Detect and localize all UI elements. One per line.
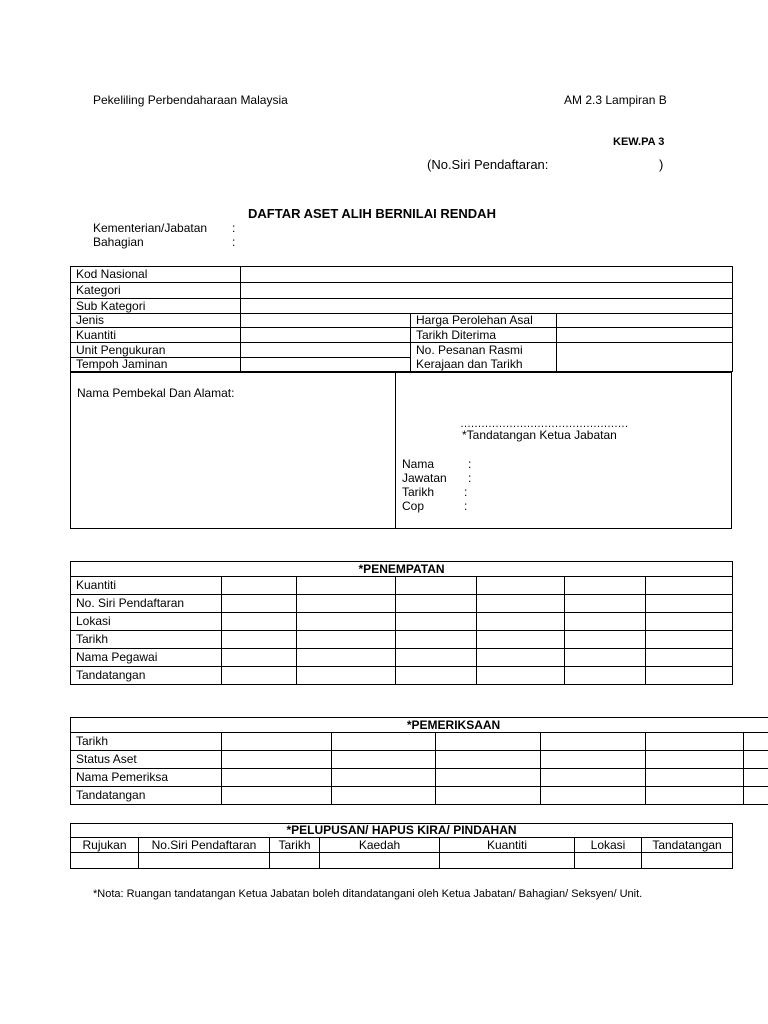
cell[interactable] (565, 631, 646, 649)
col-lokasi: Lokasi (575, 838, 642, 853)
unit-pengukuran-label: Unit Pengukuran (71, 343, 241, 358)
penempatan-title: *PENEMPATAN (71, 562, 733, 577)
pelupusan-title: *PELUPUSAN/ HAPUS KIRA/ PINDAHAN (71, 824, 733, 838)
jawatan-label: Jawatan (402, 471, 447, 485)
cell[interactable] (222, 631, 297, 649)
cell[interactable] (297, 613, 396, 631)
cell[interactable] (71, 853, 139, 869)
pemeriksaan-row-label: Tandatangan (71, 787, 222, 805)
col-rujukan: Rujukan (71, 838, 139, 853)
cell[interactable] (436, 769, 541, 787)
cell[interactable] (646, 613, 733, 631)
tempoh-jaminan-field[interactable] (241, 358, 411, 372)
cell[interactable] (332, 733, 436, 751)
cell[interactable] (222, 595, 297, 613)
cell[interactable] (477, 649, 565, 667)
cell[interactable] (396, 631, 477, 649)
cell[interactable] (396, 649, 477, 667)
cop-label: Cop (402, 499, 425, 513)
cell[interactable] (744, 751, 768, 769)
pelupusan-table (70, 823, 733, 869)
penempatan-row-label: No. Siri Pendaftaran (71, 595, 222, 613)
cell[interactable] (646, 667, 733, 685)
serial-close: ) (659, 157, 664, 172)
pemeriksaan-table (70, 717, 768, 805)
cell[interactable] (297, 667, 396, 685)
cell[interactable] (646, 733, 744, 751)
cell[interactable] (477, 595, 565, 613)
kategori-field[interactable] (241, 283, 733, 299)
cell[interactable] (477, 667, 565, 685)
cell[interactable] (222, 577, 297, 595)
form-code: KEW.PA 3 (613, 136, 665, 148)
cell[interactable] (477, 577, 565, 595)
officer-fields (402, 457, 471, 513)
supplier-divider (395, 372, 396, 529)
col-tandatangan: Tandatangan (642, 838, 733, 853)
cell[interactable] (436, 787, 541, 805)
signature-line: ………………………………………… (460, 418, 628, 430)
sub-kategori-label: Sub Kategori (71, 299, 241, 314)
pesanan-rasmi-label (411, 343, 557, 372)
cell[interactable] (332, 769, 436, 787)
cell[interactable] (222, 787, 332, 805)
cell[interactable] (646, 595, 733, 613)
tarikh-diterima-field[interactable] (557, 328, 733, 343)
cell[interactable] (222, 769, 332, 787)
col-kaedah: Kaedah (320, 838, 440, 853)
footnote: *Nota: Ruangan tandatangan Ketua Jabatan boleh ditandatangani oleh Ketua Jabatan/ Bahagian/ Seksyen/ Unit. (93, 888, 643, 900)
sub-kategori-field[interactable] (241, 299, 733, 314)
cell[interactable] (270, 853, 320, 869)
officer-field-nama (402, 457, 471, 471)
cell[interactable] (565, 577, 646, 595)
cell[interactable] (744, 769, 768, 787)
cell[interactable] (222, 667, 297, 685)
bahagian-label: Bahagian (93, 235, 144, 249)
cell[interactable] (436, 733, 541, 751)
pemeriksaan-row-label: Nama Pemeriksa (71, 769, 222, 787)
tarikh-colon: : (464, 485, 468, 499)
penempatan-row-label: Kuantiti (71, 577, 222, 595)
kementerian-label: Kementerian/Jabatan (93, 221, 208, 235)
cell[interactable] (646, 577, 733, 595)
serial-label: (No.Siri Pendaftaran: (427, 157, 549, 172)
cell[interactable] (222, 649, 297, 667)
pemeriksaan-title: *PEMERIKSAAN (71, 718, 768, 733)
cell[interactable] (222, 751, 332, 769)
pemeriksaan-row-label: Status Aset (71, 751, 222, 769)
cell[interactable] (396, 577, 477, 595)
pesanan-line-2: Kerajaan dan Tarikh (416, 357, 523, 371)
cell[interactable] (396, 613, 477, 631)
cell[interactable] (575, 853, 642, 869)
cell[interactable] (541, 787, 646, 805)
pesanan-rasmi-field[interactable] (557, 343, 733, 372)
cell[interactable] (642, 853, 733, 869)
cell[interactable] (332, 787, 436, 805)
tarikh-diterima-label: Tarikh Diterima (411, 328, 557, 343)
cell[interactable] (541, 751, 646, 769)
kementerian-colon: : (232, 221, 236, 235)
penempatan-row-label: Tandatangan (71, 667, 222, 685)
penempatan-row-label: Nama Pegawai (71, 649, 222, 667)
cell[interactable] (477, 631, 565, 649)
kategori-label: Kategori (71, 283, 241, 299)
kuantiti-field[interactable] (241, 328, 411, 343)
cell[interactable] (646, 787, 744, 805)
tarikh-label: Tarikh (402, 485, 435, 499)
col-no-siri: No.Siri Pendaftaran (139, 838, 270, 853)
cell[interactable] (744, 787, 768, 805)
cell[interactable] (396, 667, 477, 685)
officer-field-tarikh (402, 485, 471, 499)
cell[interactable] (222, 613, 297, 631)
cell[interactable] (646, 751, 744, 769)
cell[interactable] (565, 595, 646, 613)
cell[interactable] (297, 577, 396, 595)
cell[interactable] (297, 595, 396, 613)
jenis-label: Jenis (71, 314, 241, 328)
cell[interactable] (646, 769, 744, 787)
tempoh-jaminan-label: Tempoh Jaminan (71, 358, 241, 372)
header-left-text: Pekeliling Perbendaharaan Malaysia (93, 93, 288, 107)
cell[interactable] (440, 853, 575, 869)
asset-info-table (70, 266, 733, 372)
page-title: DAFTAR ASET ALIH BERNILAI RENDAH (248, 206, 496, 221)
cell[interactable] (396, 595, 477, 613)
cell[interactable] (646, 631, 733, 649)
cell[interactable] (565, 667, 646, 685)
harga-field[interactable] (557, 314, 733, 328)
cell[interactable] (541, 769, 646, 787)
cell[interactable] (332, 751, 436, 769)
kuantiti-label: Kuantiti (71, 328, 241, 343)
signature-caption: *Tandatangan Ketua Jabatan (462, 428, 617, 442)
cell[interactable] (222, 733, 332, 751)
bahagian-colon: : (232, 235, 236, 249)
cell[interactable] (297, 631, 396, 649)
jenis-field[interactable] (241, 314, 411, 328)
nama-label: Nama (402, 457, 435, 471)
unit-pengukuran-field[interactable] (241, 343, 411, 358)
jawatan-colon: : (468, 471, 472, 485)
cop-colon: : (464, 499, 468, 513)
cell[interactable] (565, 613, 646, 631)
penempatan-row-label: Lokasi (71, 613, 222, 631)
officer-field-jawatan (402, 471, 471, 485)
cell[interactable] (565, 649, 646, 667)
col-tarikh: Tarikh (270, 838, 320, 853)
col-kuantiti: Kuantiti (440, 838, 575, 853)
cell[interactable] (320, 853, 440, 869)
cell[interactable] (477, 613, 565, 631)
penempatan-table (70, 561, 733, 685)
cell[interactable] (297, 649, 396, 667)
nama-colon: : (468, 457, 472, 471)
pemeriksaan-row-label: Tarikh (71, 733, 222, 751)
cell[interactable] (646, 649, 733, 667)
cell[interactable] (744, 733, 768, 751)
header-right-text: AM 2.3 Lampiran B (564, 93, 667, 107)
pesanan-line-1: No. Pesanan Rasmi (416, 343, 523, 357)
kod-nasional-label: Kod Nasional (71, 267, 241, 283)
kod-nasional-field[interactable] (241, 267, 733, 283)
penempatan-row-label: Tarikh (71, 631, 222, 649)
supplier-label: Nama Pembekal Dan Alamat: (77, 386, 235, 400)
cell[interactable] (541, 733, 646, 751)
cell[interactable] (139, 853, 270, 869)
cell[interactable] (436, 751, 541, 769)
officer-field-cop (402, 499, 471, 513)
harga-label: Harga Perolehan Asal (411, 314, 557, 328)
